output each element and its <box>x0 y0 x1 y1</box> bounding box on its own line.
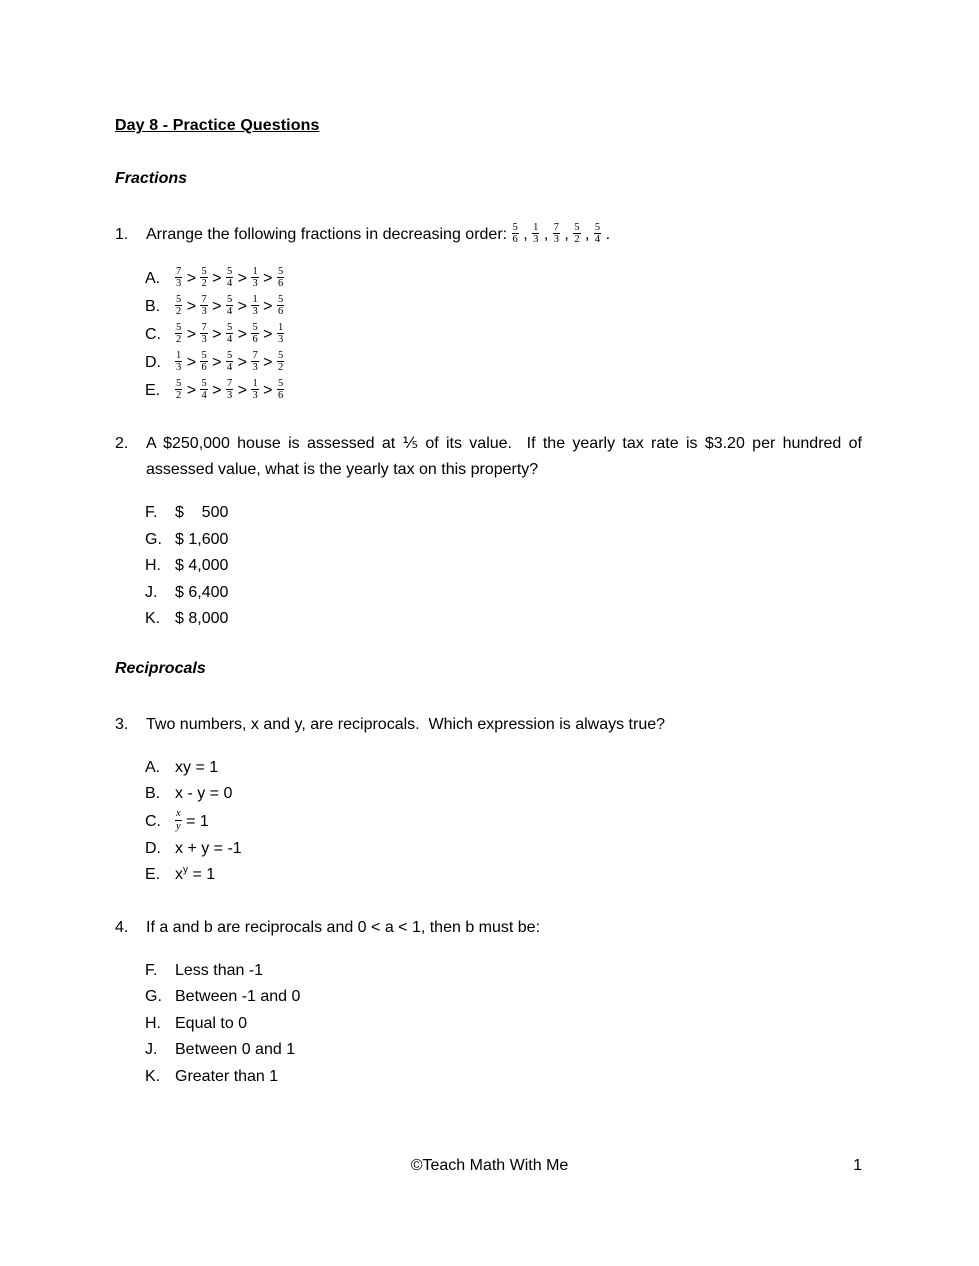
question-number: 1. <box>115 226 129 243</box>
fraction-denominator: 3 <box>252 390 258 402</box>
choice-letter: K. <box>145 610 161 627</box>
question-row <box>115 222 862 248</box>
document-content <box>115 116 867 1116</box>
choice-E <box>145 862 862 889</box>
fraction-denominator: 6 <box>277 278 284 290</box>
choice-H <box>145 553 862 580</box>
footer-copyright: ©Teach Math With Me <box>410 1157 569 1174</box>
fraction <box>226 350 233 374</box>
fraction-numerator: 5 <box>512 221 518 233</box>
fraction-denominator: 3 <box>533 234 539 246</box>
fraction-denominator: 3 <box>252 362 258 374</box>
choice-letter: E. <box>145 382 161 399</box>
fraction-denominator: 3 <box>553 234 559 246</box>
fraction <box>226 294 233 318</box>
fraction <box>277 350 284 374</box>
choice-letter: J. <box>145 1041 158 1058</box>
section-heading: Fractions <box>115 170 188 187</box>
fraction-numerator: 5 <box>226 265 233 277</box>
fraction <box>226 378 233 402</box>
choice-letter: G. <box>145 988 162 1005</box>
fraction-denominator: 6 <box>277 306 284 318</box>
fraction <box>594 222 601 246</box>
choice-G <box>145 984 862 1011</box>
fraction-numerator: 1 <box>252 265 258 277</box>
fraction <box>175 808 182 832</box>
fraction-denominator: 2 <box>277 362 284 374</box>
fraction-denominator: 3 <box>252 306 258 318</box>
fraction <box>175 322 182 346</box>
fraction <box>200 350 207 374</box>
question-number: 3. <box>115 715 129 733</box>
choice-letter: F. <box>145 504 158 521</box>
choice-content: $ 6,400 <box>175 583 229 601</box>
choice-content: $\frac{5}{2}$ > $\frac{5}{4}$ > $\frac{7}{3}$ > $\frac{1}{3}$ > $\frac{5}{6}$ <box>176 377 284 402</box>
fraction-numerator: 7 <box>201 293 207 305</box>
choice-content: $\frac{x}{y}$ = 1 <box>176 808 209 832</box>
choice-C <box>145 321 862 349</box>
fraction <box>251 322 258 346</box>
fraction-numerator: 5 <box>201 349 207 361</box>
fraction <box>175 294 182 318</box>
choice-letter: J. <box>145 583 158 601</box>
fraction-numerator: 1 <box>252 377 258 389</box>
choice-letter: F. <box>145 961 158 979</box>
fraction <box>200 378 207 402</box>
choice-letter: B. <box>145 298 161 315</box>
superscript: y <box>183 864 188 876</box>
choice-A <box>145 265 862 293</box>
section-fractions <box>115 169 867 633</box>
fraction-numerator: 1 <box>176 349 182 361</box>
choice-letter: A. <box>145 270 161 287</box>
choice-letter: C. <box>145 812 161 830</box>
choice-K <box>145 606 862 633</box>
choice-content: Less than -1 <box>175 961 264 979</box>
document-title: Day 8 - Practice Questions <box>115 117 320 134</box>
fraction-denominator: 4 <box>594 234 601 246</box>
fraction-denominator: 4 <box>226 278 233 290</box>
choice-letter: H. <box>145 557 161 574</box>
fraction-denominator: 2 <box>176 306 182 318</box>
choice-J <box>145 580 862 607</box>
question-row <box>115 915 862 941</box>
choice-D <box>145 349 862 377</box>
choice-E <box>145 377 862 405</box>
choices <box>145 755 862 889</box>
fraction-denominator: 4 <box>226 362 233 374</box>
choice-C <box>145 808 862 836</box>
choice-content: $ 500 <box>175 504 229 521</box>
fraction-numerator: 7 <box>176 265 182 277</box>
section-reciprocals <box>115 659 862 1091</box>
fraction <box>200 322 207 346</box>
page-footer <box>0 1156 979 1176</box>
choice-K <box>145 1064 862 1091</box>
page-number: 1 <box>853 1157 862 1174</box>
fraction <box>251 378 258 402</box>
fraction-numerator: 5 <box>201 265 207 277</box>
fraction <box>277 378 284 402</box>
fraction <box>251 266 258 290</box>
fraction-numerator: 5 <box>176 293 182 305</box>
question-number: 2. <box>115 435 129 452</box>
fraction-numerator: 5 <box>252 321 258 333</box>
choice-letter: D. <box>145 354 161 371</box>
question-4 <box>115 915 862 1091</box>
choice-content: $x^y = 1$ <box>175 864 216 883</box>
fraction-denominator: 2 <box>176 334 182 346</box>
choice-letter: C. <box>145 326 161 343</box>
choice-F <box>145 500 862 527</box>
fraction <box>277 266 284 290</box>
choices <box>145 500 862 633</box>
fraction-denominator: 2 <box>176 390 182 402</box>
fraction <box>175 350 182 374</box>
choice-J <box>145 1037 862 1064</box>
fraction-denominator: 2 <box>574 234 580 246</box>
question-row <box>115 431 867 483</box>
choice-letter: H. <box>145 1014 161 1032</box>
fraction <box>277 294 284 318</box>
fraction-numerator: 5 <box>201 377 207 389</box>
fraction-denominator: 3 <box>201 306 207 318</box>
fraction-denominator: 3 <box>252 278 258 290</box>
choice-letter: A. <box>145 758 161 776</box>
fraction-numerator: 5 <box>594 221 601 233</box>
choice-D <box>145 836 862 863</box>
fraction-numerator: x <box>176 808 181 820</box>
fraction-denominator: 3 <box>226 390 233 402</box>
fraction-denominator: y <box>176 820 181 832</box>
choices <box>145 958 862 1091</box>
fraction-denominator: 4 <box>226 334 233 346</box>
fraction-numerator: 5 <box>176 321 182 333</box>
fraction <box>277 322 284 346</box>
choice-letter: B. <box>145 785 161 802</box>
choice-content: Greater than 1 <box>175 1067 279 1085</box>
choice-content: $\frac{5}{2}$ > $\frac{7}{3}$ > $\frac{5}{4}$ > $\frac{5}{6}$ > $\frac{1}{3}$ <box>176 321 284 346</box>
fraction-numerator: 1 <box>252 293 258 305</box>
choice-letter: E. <box>145 866 161 883</box>
choice-content: $\frac{1}{3}$ > $\frac{5}{6}$ > $\frac{5}{4}$ > $\frac{7}{3}$ > $\frac{5}{2}$ <box>176 349 284 374</box>
choice-content: $ 1,600 <box>175 530 229 548</box>
choice-B <box>145 781 862 808</box>
choices <box>145 265 862 405</box>
question-2 <box>115 431 867 633</box>
fraction-numerator: 5 <box>226 349 233 361</box>
question-1 <box>115 222 862 405</box>
fraction-numerator: 5 <box>277 293 284 305</box>
choice-letter: D. <box>145 839 161 857</box>
fraction-denominator: 3 <box>176 278 182 290</box>
question-prompt: Arrange the following fractions in decreasing order: $\frac{5}{6}$ , $\frac{1}{3}$ , $\frac{7}{3}$ , $\frac{5}{2}$ , $\frac{5}{4}$ . <box>146 221 611 246</box>
fraction-denominator: 4 <box>226 306 233 318</box>
fraction-numerator: 5 <box>226 293 233 305</box>
choice-content: x + y = -1 <box>175 839 242 857</box>
fraction-numerator: 5 <box>277 265 284 277</box>
choice-content: $\frac{5}{2}$ > $\frac{7}{3}$ > $\frac{5}{4}$ > $\frac{1}{3}$ > $\frac{5}{6}$ <box>176 293 284 318</box>
fraction <box>512 222 519 246</box>
fraction-denominator: 3 <box>176 362 182 374</box>
choice-H <box>145 1011 862 1038</box>
fraction <box>226 266 233 290</box>
fraction-numerator: 5 <box>226 321 233 333</box>
document-body <box>115 169 867 1090</box>
fraction-numerator: 1 <box>533 221 539 233</box>
fraction-denominator: 6 <box>252 334 258 346</box>
fraction <box>200 266 207 290</box>
fraction <box>175 378 182 402</box>
choice-content: xy = 1 <box>175 758 219 776</box>
choice-content: $ 8,000 <box>175 610 229 627</box>
fraction-numerator: 7 <box>252 349 258 361</box>
fraction-denominator: 4 <box>201 390 207 402</box>
question-prompt: Two numbers, x and y, are reciprocals. Which expression is always true? <box>146 715 666 733</box>
fraction-denominator: 6 <box>512 234 518 246</box>
fraction <box>200 294 207 318</box>
choice-F <box>145 958 862 985</box>
fraction-denominator: 6 <box>277 390 284 402</box>
fraction-numerator: 5 <box>176 377 182 389</box>
fraction-numerator: 1 <box>277 321 284 333</box>
fraction-denominator: 3 <box>201 334 207 346</box>
fraction <box>553 222 560 246</box>
fraction <box>573 222 580 246</box>
fraction-numerator: 7 <box>201 321 207 333</box>
question-3 <box>115 712 862 889</box>
choice-letter: K. <box>145 1067 161 1085</box>
choice-content: x - y = 0 <box>175 785 233 802</box>
choice-letter: G. <box>145 530 162 548</box>
choice-B <box>145 293 862 321</box>
fraction-numerator: 7 <box>553 221 559 233</box>
choice-content: Between 0 and 1 <box>175 1041 296 1058</box>
choice-A <box>145 755 862 782</box>
section-heading: Reciprocals <box>115 659 206 677</box>
fraction-denominator: 2 <box>201 278 207 290</box>
fraction-numerator: 5 <box>277 377 284 389</box>
fraction-denominator: 6 <box>201 362 207 374</box>
fraction <box>251 294 258 318</box>
fraction <box>532 222 539 246</box>
fraction-numerator: 5 <box>574 221 580 233</box>
choice-G <box>145 527 862 554</box>
fraction <box>175 266 182 290</box>
question-number: 4. <box>115 918 129 936</box>
fraction <box>251 350 258 374</box>
question-prompt: If a and b are reciprocals and 0 < a < 1, then b must be: <box>146 918 541 936</box>
question-row <box>115 712 862 738</box>
fraction-numerator: 7 <box>226 377 233 389</box>
fraction-numerator: 5 <box>277 349 284 361</box>
choice-content: Equal to 0 <box>175 1014 248 1032</box>
fraction <box>226 322 233 346</box>
choice-content: $\frac{7}{3}$ > $\frac{5}{2}$ > $\frac{5}{4}$ > $\frac{1}{3}$ > $\frac{5}{6}$ <box>176 265 284 290</box>
choice-content: $ 4,000 <box>175 557 229 574</box>
choice-content: Between -1 and 0 <box>175 988 301 1005</box>
fraction-denominator: 3 <box>277 334 284 346</box>
question-prompt: A $250,000 house is assessed at ⅕ of its value. If the yearly tax rate is $3.20 per hundred of assessed value, what is the yearly tax on this property? <box>146 435 867 478</box>
